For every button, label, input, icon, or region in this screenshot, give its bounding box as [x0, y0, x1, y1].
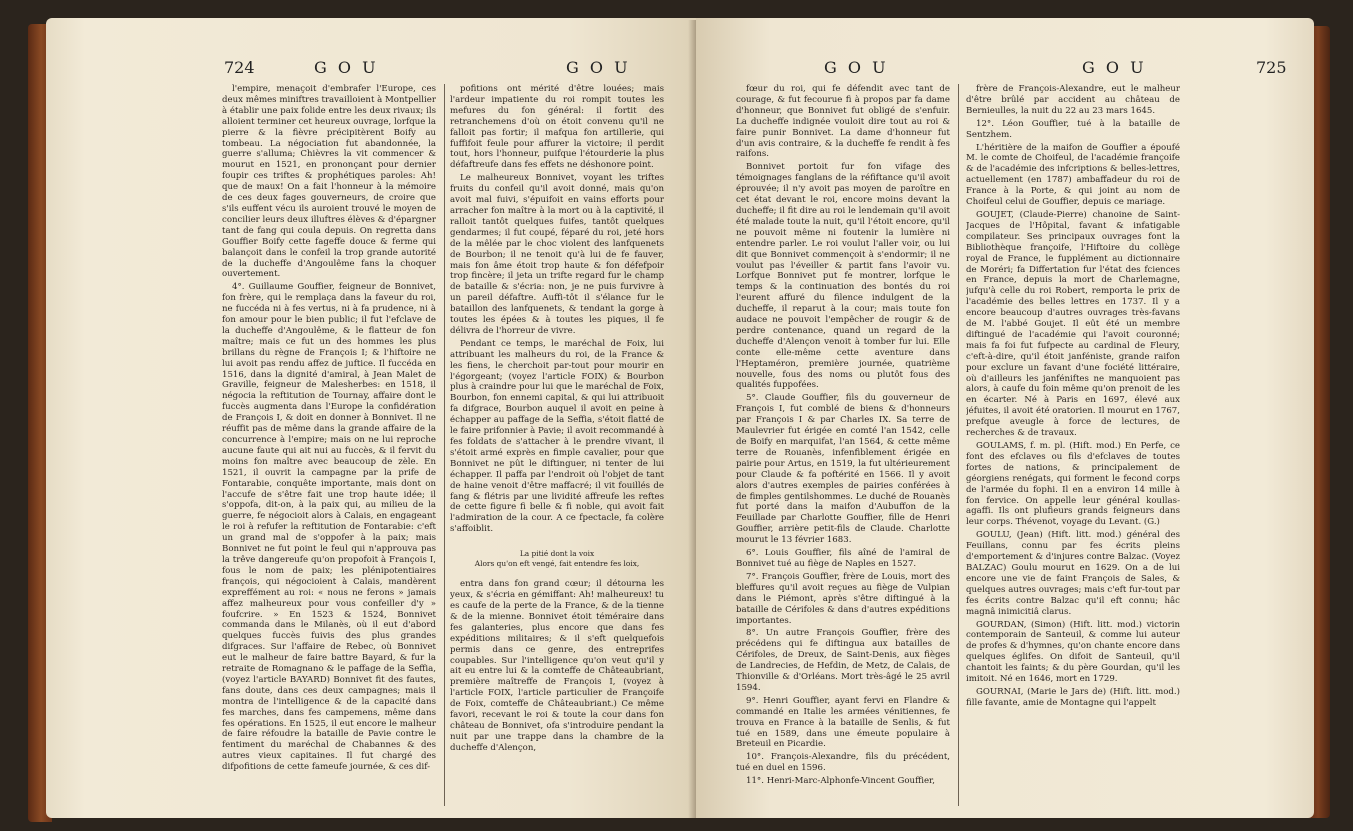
paragraph: pofitions ont mérité d'être louées; mais l'ardeur impatiente du roi rompit toutes les mefures du fon général: il fortit des retranchemens d'où on étoit convenu qu'il ne falloit pas fortir; il mafqua fon artillerie, qui fuffifoit feule pour affurer la victoire; il perdit tout, hors l'honneur, puifque l'étourderie la plus défaftreufe dans fes effets ne déshonore point. — [450, 84, 664, 171]
paragraph: 4°. Guillaume Gouffier, feigneur de Bonnivet, fon frère, qui le remplaça dans la faveur du roi, ne fuccéda ni à fes vertus, ni à fa prudence, ni à fon amour pour le bien public; il fut l'efclave de la ducheffe d'Angoulême, & le flatteur de fon maître; mais ce fut un des hommes les plus brillans du règne de François I; & l'hiftoire ne lui avoit pas rendu affez de juftice. Il fuccéda en 1516, dans la dignité d'amiral, à Jean Malet de Graville, feigneur de Malesherbes: en 1518, il négocia la reftitution de Tournay, affaire dont le fuccès augmenta dans l'Europe la confidération de François I, & doit en donner à Bonnivet. Il ne réuffit pas de même dans la grande affaire de la concurrence à l'empire; mais on ne lui reproche aucune faute qui ait nui au fuccès, & il fervit du moins fon maître avec beaucoup de zèle. En 1521, il ouvrit la campagne par la prife de Fontarabie, conquête importante, mais dont on l'accufe de s'être fait une trop haute idée; il s'oppofa, dit-on, à la paix qui, au milieu de la guerre, fe négocioit alors à Calais, en engageant le roi à refufer la reftitution de Fontarabie: c'eft un grand mal de s'oppofer à la paix; mais Bonnivet ne fut point le feul qui n'approuva pas la trêve dangereufe qu'on propofoit à François I, fous le nom de paix; les plénipotentiaires françois, qui négocioient à Calais, mandèrent expreffément au roi: « nous ne ferons » jamais affez malheureux pour vous confeiller d'y » foufcrire. » En 1523 & 1524, Bonnivet commanda dans le Milanès, où il eut d'abord quelques fuccès fuivis des plus grandes difgraces. Sur l'affaire de Rebec, où Bonnivet eut le malheur de faire battre Bayard, & fur la retraite de Romagnano & le paffage de la Seffia, (voyez l'article BAYARD) Bonnivet fit des fautes, fans doute, dans ces deux campagnes; mais il montra de l'intelligence & de la capacité dans fes marches, dans fes campemens, même dans fes opérations. En 1525, il eut encore le malheur de faire réfoudre la bataille de Pavie contre le fentiment du maréchal de Chabannes & des autres vieux capitaines. Il fut chargé des difpofitions de cette fameufe journée, & ces dif- — [222, 282, 436, 773]
right-column-2 — [966, 84, 1180, 806]
paragraph: 5°. Claude Gouffier, fils du gouverneur de François I, fut comblé de biens & d'honneurs par François I & par Charles IX. Sa terre de Maulevrier fut érigée en comté l'an 1542, celle de Boify en marquifat, l'an 1564, & cette même terre de Rouanès, infenfiblement érigée en pairie pour Artus, en 1519, la fut ultérieurement pour Claude & fa poftérité en 1566. Il y avoit alors d'autres exemples de pairies conférées à de fimples gentilshommes. Le duché de Rouanès fut porté dans la maifon d'Aubuffon de la Feuillade par Charlotte Gouffier, fille de Henri Gouffier, arrière petit-fils de Claude. Charlotte mourut le 13 février 1683. — [736, 393, 950, 546]
paragraph: frère de François-Alexandre, eut le malheur d'être brûlé par accident au château de Bernieulles, la nuit du 22 au 23 mars 1645. — [966, 84, 1180, 116]
left-column-2 — [450, 84, 664, 806]
column-rule-left — [444, 84, 445, 806]
paragraph: 8°. Un autre François Gouffier, frère des précédens qui fe diftingua aux batailles de Cérifoles, de Dreux, de Saint-Denis, aux fièges de Landrecies, de Hefdin, de Metz, de Calais, de Thionville & d'Orléans. Mort très-âgé le 25 avril 1594. — [736, 628, 950, 693]
paragraph: entra dans fon grand cœur; il détourna les yeux, & s'écria en gémiffant: Ah! malheureux! tu es caufe de la perte de la France, & de la tienne & de la mienne. Bonnivet étoit téméraire dans fes galanteries, plus encore que dans fes expéditions militaires; & il s'eft quelquefois permis dans ce genre, des entreprifes coupables. Sur l'intelligence qu'on veut qu'il y ait eu entre lui & la comteffe de Châteaubriant, première maîtreffe de François I, (voyez à l'article FOIX, l'article particulier de Françoife de Foix, comteffe de Châteaubriant.) Ce même favori, recevant le roi & toute la cour dans fon château de Bonnivet, ofa s'introduire pendant la nuit par une trappe dans la chambre de la ducheffe d'Alençon, — [450, 579, 664, 753]
paragraph: Le malheureux Bonnivet, voyant les triftes fruits du confeil qu'il avoit donné, mais qu'on avoit mal fuivi, s'épuifoit en vains efforts pour arracher fon maître à la mort ou à la captivité, il ralloit tantôt quelques fuifes, tantôt quelques gendarmes; il fut coupé, féparé du roi, jeté hors de la mêlée par le choc violent des lanfquenets de Bourbon; il ne tenoit qu'à lui de fe fauver, mais fon âme étoit trop haute & fon défefpoir trop fincère; il jeta un trifte regard fur le champ de bataille & s'écria: non, je ne puis furvivre à un pareil défaftre. Auffi-tôt il s'élance fur le bataillon des lanfquenets, & tendant la gorge à toutes les épées & à toutes les piques, il fe délivra de l'horreur de vivre. — [450, 173, 664, 336]
verse-quote — [450, 549, 664, 569]
paragraph: l'empire, menaçoit d'embrafer l'Europe, ces deux mêmes miniftres travailloient à Montpellier à établir une paix folide entre les deux rivaux; ils alloient terminer cet heureux ouvrage, lorfque la pierre & la fièvre précipitèrent Boify au tombeau. La négociation fut abandonnée, la guerre s'alluma; Chièvres la vit commencer & mourut en 1521, en prononçant pour dernier foupir ces triftes & prophétiques paroles: Ah! que de maux! On a fait l'honneur à la mémoire de ces deux fages gouverneurs, de croire que s'ils euffent vécu ils auroient trouvé le moyen de concilier leurs deux illuftres élèves & d'épargner tant de fang qui coula depuis. On regretta dans Gouffier Boify cette fageffe douce & ferme qui balançoit dans le confeil la trop grande autorité de la ducheffe d'Angoulême fans la choquer ouvertement. — [222, 84, 436, 280]
paragraph: Pendant ce temps, le maréchal de Foix, lui attribuant les malheurs du roi, de la France & les fiens, le cherchoit par-tout pour mourir en l'égorgeant; (voyez l'article FOIX) & Bourbon plus à craindre pour lui que le maréchal de Foix, Bourbon, fon ennemi capital, & qui lui attribuoit fa difgrace, Bourbon auquel il avoit en peine à échapper au paffage de la Seffia, s'étoit flatté de le faire prifonnier à Pavie; il avoit recommandé à fes foldats de s'attacher à le prendre vivant, il s'étoit armé exprès en fimple cavalier, pour que Bonnivet ne pût le diftinguer, ni tenter de lui échapper. Il paffa par l'endroit où l'objet de tant de haine venoit d'être maffacré; il vit fouillés de fang & flétris par une lividité affreufe les reftes de cette figure fi belle & fi noble, qui avoit fait l'admiration de la cour. A ce fpectacle, fa colère s'affoiblit. — [450, 338, 664, 535]
paragraph: GOURNAI, (Marie le Jars de) (Hift. litt. mod.) fille favante, amie de Montagne qui l'appelt — [966, 686, 1180, 708]
verse-line: Alors qu'on eft vengé, fait entendre fes loix, — [474, 559, 640, 569]
running-head-right-2: G O U — [1082, 58, 1147, 77]
running-head-left-1: G O U — [314, 58, 379, 77]
paragraph: GOURDAN, (Simon) (Hift. litt. mod.) victorin contemporain de Santeuil, & comme lui auteur de profes & d'hymnes, qu'on chante encore dans quelques églifes. On difoit de Santeuil, qu'il chantoit les faints; & du père Gourdan, qu'il les imitoit. Né en 1646, mort en 1729. — [966, 619, 1180, 685]
paragraph: fœur du roi, qui fe défendit avec tant de courage, & fut fecourue fi à propos par fa dame d'honneur, que Bonnivet fut obligé de s'enfuir. La ducheffe indignée vouloit dire tout au roi & faire punir Bonnivet. La dame d'honneur fut d'un avis contraire, & la ducheffe fe rendit à fes raifons. — [736, 84, 950, 160]
left-page — [46, 18, 698, 818]
paragraph: 6°. Louis Gouffier, fils aîné de l'amiral de Bonnivet tué au fiège de Naples en 1527. — [736, 548, 950, 569]
paragraph: 9°. Henri Gouffier, ayant fervi en Flandre & commandé en Italie les armées vénitiennes, fe trouva en France à la bataille de Senlis, & fut tué en 1589, dans une émeute populaire à Breteuil en Picardie. — [736, 695, 950, 750]
paragraph: 11°. Henri-Marc-Alphonfe-Vincent Gouffier, — [746, 776, 935, 787]
paragraph: 10°. François-Alexandre, fils du précédent, tué en duel en 1596. — [736, 752, 950, 774]
paragraph: GOULU, (Jean) (Hift. litt. mod.) général des Feuillans, connu par fes écrits pleins d'emportement & d'injures contre Balzac. (Voyez BALZAC) Goulu mourut en 1629. On a de lui encore une vie de faint François de Sales, & quelques autres ouvrages; mais c'eft fur-tout par fes écrits contre Balzac qu'il eft connu; hâc magnâ inimicitiâ clarus. — [966, 530, 1180, 617]
paragraph: GOULAMS, f. m. pl. (Hift. mod.) En Perfe, ce font des efclaves ou fils d'efclaves de toutes fortes de nations, & principalement de géorgiens renégats, qui forment le fecond corps de l'armée du fophi. Il en a environ 14 mille à fon fervice. On appelle leur général koullas-agaffi. Ils ont plufieurs grands feigneurs dans leur corps. Thévenot, voyage du Levant. (G.) — [966, 441, 1180, 528]
running-head-right-1: G O U — [824, 58, 889, 77]
right-page — [696, 18, 1314, 818]
page-number-right: 725 — [1256, 58, 1287, 77]
column-rule-right — [958, 84, 959, 806]
paragraph: Bonnivet portoit fur fon vifage des témoignages fanglans de la réfiftance qu'il avoit éprouvée; il n'y avoit pas moyen de paroître en cet état devant le roi, encore moins devant la ducheffe; il fit dire au roi le lendemain qu'il avoit été malade toute la nuit, qu'il l'étoit encore, qu'il ne pouvoit même ni foutenir la lumière ni entendre parler. Le roi voulut l'aller voir, ou lui dit que Bonnivet commençoit à s'endormir; il ne voulut pas l'éveiller & partit fans l'avoir vu. Lorfque Bonnivet put fe montrer, lorfque le temps & la continuation des bontés du roi l'eurent affuré du filence indulgent de la ducheffe, il reparut à la cour; mais toute fon audace ne pouvoit l'empêcher de rougir & de perdre contenance, quand un regard de la ducheffe d'Alençon venoit à tomber fur lui. Elle conte elle-même cette aventure dans l'Heptaméron, première journée, quatrième nouvelle, fous des noms ou plutôt fous des qualités fuppofées. — [736, 162, 950, 391]
page-number-left: 724 — [224, 58, 255, 77]
running-head-left-2: G O U — [566, 58, 631, 77]
open-book — [28, 14, 1330, 824]
paragraph: 7°. François Gouffier, frère de Louis, mort des bleffures qu'il avoit reçues au fiège de Vulpian dans le Piémont, après s'être diftingué à la bataille de Cérifoles & dans d'autres expéditions importantes. — [736, 571, 950, 626]
left-column-1 — [222, 84, 436, 806]
paragraph: L'héritière de la maifon de Gouffier a époufé M. le comte de Choifeul, de l'académie françoife & de l'académie des infcriptions & belles-lettres, actuellement (en 1787) ambaffadeur du roi de France à la Porte, & qui joint au nom de Choifeul celui de Gouffier, depuis ce mariage. — [966, 142, 1180, 208]
verse-line: La pitié dont la voix — [519, 549, 595, 559]
paragraph: GOUJET, (Claude-Pierre) chanoine de Saint-Jacques de l'Hôpital, favant & infatigable compilateur. Ses principaux ouvrages font la Bibliothèque françoife, l'Hiftoire du collège royal de France, le fupplément au dictionnaire de Moréri; fa Differtation fur l'état des fciences en France, depuis la mort de Charlemagne, jufqu'à celle du roi Robert, remporta le prix de l'académie des belles lettres en 1737. Il y a encore beaucoup d'autres ouvrages très-favans de M. l'abbé Goujet. Il eût été un membre diftingué de l'académie qui l'avoit couronné; mais fa foi fut fufpecte au cardinal de Fleury, c'eft-à-dire, qu'il étoit janféniste, grande raifon pour exclure un favant d'une fociété littéraire, où d'ailleurs les janféniftes ne manquoient pas alors, à caufe du foin même qu'on prenoit de les en écarter. Né à Paris en 1697, élevé aux jéfuites, il avoit été oratorien. Il mourut en 1767, prefque aveugle à force de lectures, de recherches & de travaux. — [966, 209, 1180, 439]
right-column-1 — [736, 84, 950, 806]
paragraph: 12°. Léon Gouffier, tué à la bataille de Sentzhem. — [966, 118, 1180, 140]
